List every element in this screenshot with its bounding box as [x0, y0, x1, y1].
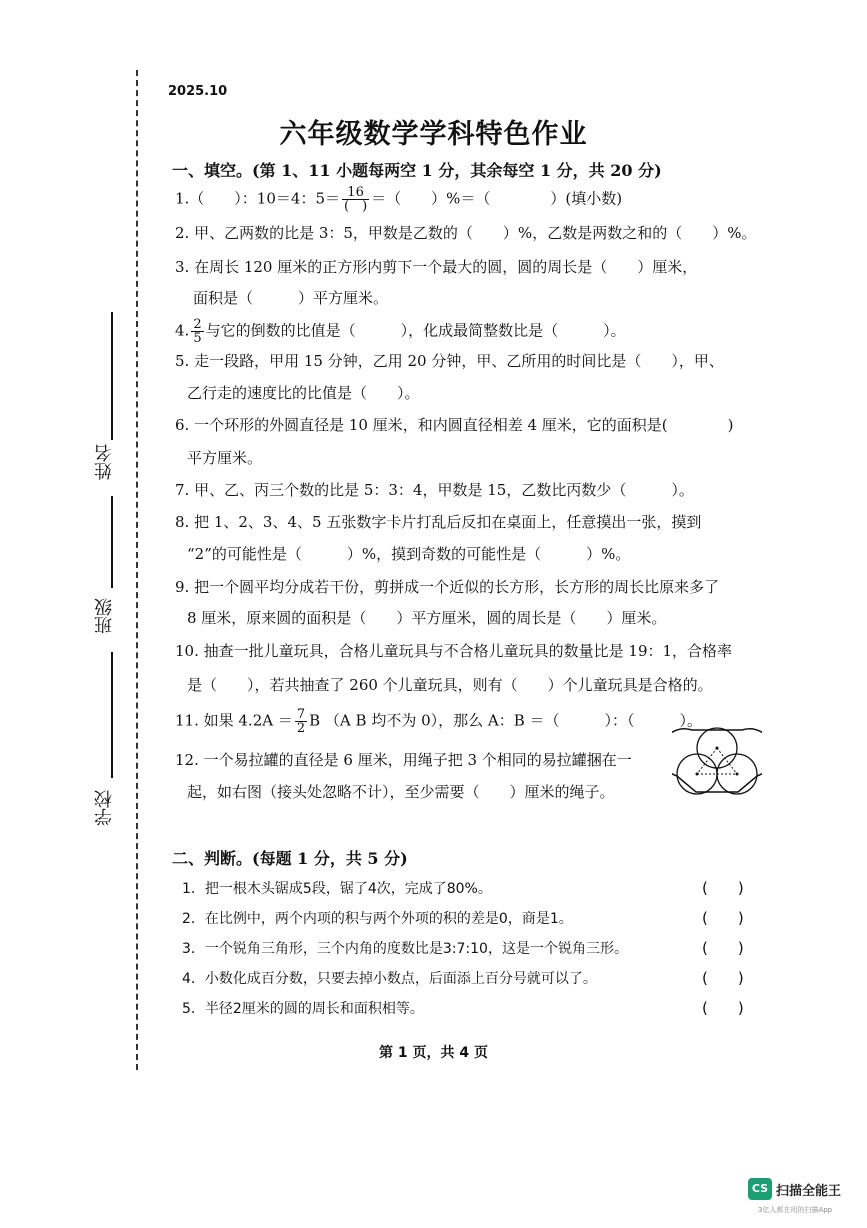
name-label: 姓名 [94, 444, 115, 480]
answer-paren[interactable]: ( ) [702, 909, 744, 927]
date: 2025.10 [168, 84, 228, 99]
watermark-tagline: 3亿人都在用的扫描App [758, 1206, 833, 1214]
fraction: $\frac{7}{2}$ [296, 707, 306, 736]
question-6-line2: 平方厘米。 [187, 449, 263, 467]
page-title: 六年级数学学科特色作业 [279, 119, 588, 150]
question-8-line2: “2”的可能性是（ ）%，摸到奇数的可能性是（ ）%。 [187, 545, 631, 563]
answer-paren[interactable]: ( ) [702, 999, 744, 1017]
fraction: $\frac{16}{( )}$ [344, 185, 368, 214]
question-4: 4. $\frac{2}{5}$ 与它的倒数的比值是（ ），化成最简整数比是（ ）。 [175, 317, 626, 346]
page-number: 第 1 页，共 4 页 [379, 1045, 488, 1061]
question-12-line1: 12. 一个易拉罐的直径是 6 厘米，用绳子把 3 个相同的易拉罐捆在一 [175, 751, 632, 769]
camscanner-logo-icon: CS [748, 1178, 772, 1200]
question-9-line2: 8 厘米，原来圆的面积是（ ）平方厘米，圆的周长是（ ）厘米。 [187, 609, 667, 627]
question-7: 7. 甲、乙、丙三个数的比是 5：3：4，甲数是 15，乙数比丙数少（ ）。 [175, 481, 694, 499]
question-3-line1: 3. 在周长 120 厘米的正方形内剪下一个最大的圆，圆的周长是（ ）厘米， [175, 258, 698, 276]
section-heading-fill: 一、填空。(第 1、11 小题每两空 1 分，其余每空 1 分，共 20 分) [172, 161, 662, 180]
class-line [111, 496, 113, 588]
question-10-line1: 10. 抽查一批儿童玩具，合格儿童玩具与不合格儿童玩具的数量比是 19：1，合格率 [175, 642, 733, 660]
binding-line [136, 70, 138, 1070]
answer-paren[interactable]: ( ) [702, 939, 744, 957]
fraction: $\frac{2}{5}$ [193, 317, 202, 346]
judge-item: 3．一个锐角三角形，三个内角的度数比是3:7:10，这是一个锐角三形。 [182, 941, 628, 957]
answer-paren[interactable]: ( ) [702, 879, 744, 897]
question-11: 11. 如果 4.2A ＝ $\frac{7}{2}$ B （A B 均不为 0），那么 A：B ＝（ ）：（ ）。 [175, 707, 703, 736]
question-10-line2: 是（ ），若共抽查了 260 个儿童玩具，则有（ ）个儿童玩具是合格的。 [187, 676, 713, 694]
question-3-line2: 面积是（ ）平方厘米。 [193, 289, 389, 307]
section-heading-judge: 二、判断。(每题 1 分，共 5 分) [172, 849, 408, 868]
answer-paren[interactable]: ( ) [702, 969, 744, 987]
question-8-line1: 8. 把 1、2、3、4、5 五张数字卡片打乱后反扣在桌面上，任意摸出一张，摸到 [175, 513, 702, 531]
question-1: 1.（ ）：10＝4：5＝ $\frac{16}{( )}$ ＝（ ）%＝（ ）(填小数) [175, 185, 623, 214]
watermark-app-name: 扫描全能王 [776, 1184, 842, 1199]
class-label: 班级 [94, 598, 115, 634]
school-label: 学校 [94, 790, 115, 826]
question-6-line1: 6. 一个环形的外圆直径是 10 厘米，和内圆直径相差 4 厘米，它的面积是( ) [175, 416, 734, 434]
judge-item: 2．在比例中，两个内项的积与两个外项的积的差是0，商是1。 [182, 911, 573, 927]
question-5-line1: 5. 走一段路，甲用 15 分钟，乙用 20 分钟，甲、乙所用的时间比是（ ），甲、 [175, 352, 724, 370]
judge-item: 4．小数化成百分数，只要去掉小数点，后面添上百分号就可以了。 [182, 971, 597, 987]
school-line [111, 652, 113, 778]
name-line [111, 312, 113, 440]
question-12-line2: 起，如右图（接头处忽略不计），至少需要（ ）厘米的绳子。 [187, 783, 615, 801]
three-cans-figure [672, 722, 762, 796]
question-9-line1: 9. 把一个圆平均分成若干份，剪拼成一个近似的长方形，长方形的周长比原来多了 [175, 578, 720, 596]
question-5-line2: 乙行走的速度比的比值是（ ）。 [187, 384, 420, 402]
judge-item: 1．把一根木头锯成5段，锯了4次，完成了80%。 [182, 881, 492, 897]
judge-item: 5．半径2厘米的圆的周长和面积相等。 [182, 1001, 424, 1017]
question-2: 2. 甲、乙两数的比是 3：5，甲数是乙数的（ ）%，乙数是两数之和的（ ）%。 [175, 224, 757, 242]
